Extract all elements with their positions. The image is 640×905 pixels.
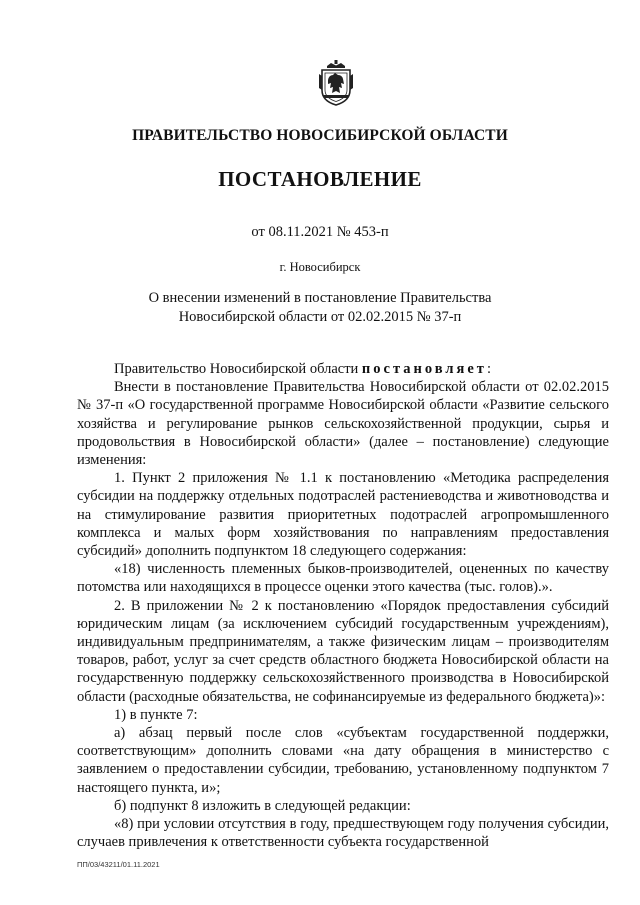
document-type-title: ПОСТАНОВЛЕНИЕ bbox=[218, 167, 422, 191]
paragraph-subpoint-8: «8) при условии отсутствия в году, предшествующем году получения субсидии, случаев привлечения к ответственности субъекта государственной bbox=[77, 816, 609, 851]
intro-text: Правительство Новосибирской области bbox=[114, 361, 362, 377]
paragraph-subpoint-a: а) абзац первый после слов «субъектам государственной поддержки, соответствующим» дополнить словами «на дату обращения в министерство с заявлением о предоставлении субсидии, требованию, установленному подпунктом 7 настоящего пункта, и»; bbox=[77, 725, 609, 796]
document-body bbox=[77, 360, 609, 851]
subject-line-2: Новосибирской области от 02.02.2015 № 37-п bbox=[178, 309, 462, 325]
paragraph-point-7: 1) в пункте 7: bbox=[114, 706, 198, 723]
paragraph-amend: Внести в постановление Правительства Новосибирской области от 02.02.2015 № 37-п «О государственной программе Новосибирской области «Развитие сельского хозяйства и регулирование рынков сельскохозяйственной продукции, сырья и продовольствия в Новосибирской области» (далее – постановление) следующие изменения: bbox=[77, 379, 609, 469]
paragraph-subitem-18: «18) численность племенных быков-производителей, оцененных по качеству потомства или находящихся в процессе оценки этого качества (тыс. голов).». bbox=[77, 561, 609, 596]
paragraph-item-1: 1. Пункт 2 приложения № 1.1 к постановлению «Методика распределения субсидии на поддержку отдельных подотраслей растениеводства и животноводства и на стимулирование развития приоритетных подотраслей агропромышленного комплекса и малых форм хозяйствования по направлениям предоставления субсидий» дополнить подпунктом 18 следующего содержания: bbox=[77, 470, 609, 560]
document-city: г. Новосибирск bbox=[279, 260, 361, 274]
document-date-number: от 08.11.2021 № 453-п bbox=[251, 224, 389, 240]
document-subject bbox=[0, 289, 640, 327]
subject-line-1: О внесении изменений в постановление Правительства bbox=[148, 290, 492, 306]
intro-resolves-word: постановляет bbox=[361, 361, 487, 377]
organization-title: ПРАВИТЕЛЬСТВО НОВОСИБИРСКОЙ ОБЛАСТИ bbox=[132, 127, 508, 144]
paragraph-subpoint-b: б) подпункт 8 изложить в следующей редакции: bbox=[114, 797, 411, 814]
footer-doc-code: ПП/03/43211/01.11.2021 bbox=[77, 860, 160, 869]
paragraph-item-2: 2. В приложении № 2 к постановлению «Порядок предоставления субсидий юридическим лицам (за исключением субсидий государственным учреждениям), индивидуальным предпринимателям, а также физическим лицам – производителям товаров, работ, услуг за счет средств областного бюджета Новосибирской области на государственную поддержку сельскохозяйственного производства в Новосибирской области (расходные обязательства, не софинансируемые из федерального бюджета)»: bbox=[77, 597, 609, 705]
intro-colon: : bbox=[486, 361, 491, 377]
coat-of-arms-emblem bbox=[318, 60, 354, 106]
intro-paragraph bbox=[77, 360, 609, 378]
